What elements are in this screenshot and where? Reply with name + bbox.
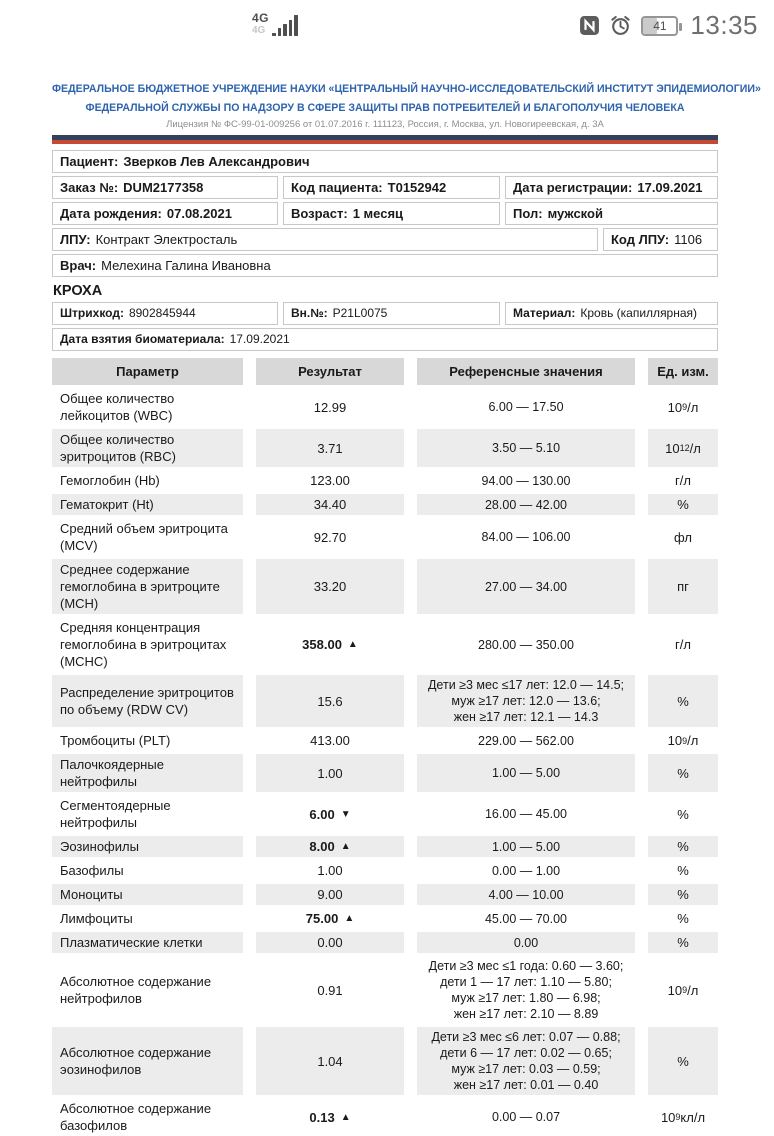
result-cell <box>256 617 404 672</box>
birth-date-value: 07.08.2021 <box>166 206 232 222</box>
result-value: 92.70 <box>313 529 347 545</box>
param-cell: Сегментоядерные нейтрофилы <box>52 795 243 833</box>
nfc-icon <box>579 15 600 36</box>
status-bar-right <box>579 10 758 41</box>
result-value: 1.04 <box>317 1053 343 1069</box>
lpu-value: Контракт Электросталь <box>95 232 238 248</box>
network-labels <box>252 12 269 36</box>
param-cell: Лимфоциты <box>52 908 243 929</box>
reference-cell <box>417 795 635 833</box>
internal-number-field <box>283 302 500 325</box>
order-number-label: Заказ №: <box>60 180 119 196</box>
reference-cell <box>417 617 635 672</box>
reference-cell <box>417 1027 635 1095</box>
lpu-row <box>52 228 718 251</box>
unit-cell: г/л <box>648 470 718 491</box>
param-cell: Общее количество эритроцитов (RBC) <box>52 429 243 467</box>
result-value: 33.20 <box>313 579 347 595</box>
result-value: 3.71 <box>317 440 343 456</box>
result-value: 413.00 <box>310 733 350 749</box>
reference-cell <box>417 1098 635 1136</box>
result-cell <box>256 884 404 905</box>
reference-cell <box>417 518 635 556</box>
patient-code-field <box>283 176 500 199</box>
internal-number-label: Вн.№: <box>291 306 328 321</box>
reference-line: 28.00 — 42.00 <box>484 497 567 512</box>
sampling-date-label: Дата взятия биоматериала: <box>60 332 225 347</box>
birth-date-field <box>52 202 278 225</box>
result-value: 75.00 <box>305 911 339 927</box>
unit-cell: 10 9 кл/л <box>648 1098 718 1136</box>
reference-line: 16.00 — 45.00 <box>484 807 567 822</box>
reference-cell <box>417 860 635 881</box>
reference-line: 280.00 — 350.00 <box>478 637 574 652</box>
result-cell <box>256 730 404 751</box>
high-flag-icon: ▲ <box>347 639 358 651</box>
reference-line: муж ≥17 лет: 0.03 — 0.59; <box>451 1062 601 1077</box>
unit-cell: 10 9 /л <box>648 730 718 751</box>
lpu-field <box>52 228 598 251</box>
param-cell: Абсолютное содержание эозинофилов <box>52 1027 243 1095</box>
reference-cell <box>417 908 635 929</box>
param-cell: Моноциты <box>52 884 243 905</box>
reference-cell <box>417 884 635 905</box>
birth-row <box>52 202 718 225</box>
sex-label: Пол: <box>513 206 543 222</box>
registration-date-label: Дата регистрации: <box>513 180 633 196</box>
patient-row <box>52 150 718 173</box>
result-cell <box>256 1027 404 1095</box>
reference-line: 229.00 — 562.00 <box>478 733 574 748</box>
reference-line: 1.00 — 5.00 <box>491 766 561 781</box>
age-value: 1 месяц <box>352 206 404 222</box>
reference-cell <box>417 388 635 426</box>
reference-line: жен ≥17 лет: 0.01 — 0.40 <box>453 1078 599 1093</box>
doctor-label: Врач: <box>60 258 97 274</box>
result-value: 15.6 <box>317 693 343 709</box>
result-cell <box>256 518 404 556</box>
unit-cell: % <box>648 494 718 515</box>
result-cell <box>256 932 404 953</box>
param-cell: Плазматические клетки <box>52 932 243 953</box>
reference-cell <box>417 559 635 614</box>
organization-name-line1: ФЕДЕРАЛЬНОЕ БЮДЖЕТНОЕ УЧРЕЖДЕНИЕ НАУКИ «ЦЕНТРАЛЬНЫЙ НАУЧНО-ИССЛЕДОВАТЕЛЬСКИЙ ИНСТИТУТ ЭПИДЕМИОЛОГИИ» <box>52 83 761 95</box>
age-field <box>283 202 500 225</box>
patient-label: Пациент: <box>60 154 119 170</box>
lab-report-document <box>52 80 761 1136</box>
param-cell: Абсолютное содержание нейтрофилов <box>52 956 243 1024</box>
reference-line: Дети ≥3 мес ≤17 лет: 12.0 — 14.5; <box>427 678 625 693</box>
param-cell: Общее количество лейкоцитов (WBC) <box>52 388 243 426</box>
reference-cell <box>417 730 635 751</box>
param-cell: Распределение эритроцитов по объему (RDW CV) <box>52 675 243 727</box>
internal-number-value: P21L0075 <box>332 306 388 321</box>
doctor-row <box>52 254 718 277</box>
patient-info-section <box>52 150 718 351</box>
param-cell: Гематокрит (Ht) <box>52 494 243 515</box>
high-flag-icon: ▲ <box>344 913 355 925</box>
unit-cell: % <box>648 884 718 905</box>
patient-name: Зверков Лев Александрович <box>123 154 310 170</box>
result-value: 6.00 <box>309 806 335 822</box>
reference-cell <box>417 429 635 467</box>
reference-line: 0.00 — 1.00 <box>491 863 561 878</box>
reference-cell <box>417 836 635 857</box>
license-line: Лицензия № ФС-99-01-009256 от 01.07.2016 г. 111123, Россия, г. Москва, ул. Новогиреевская, д. 3А <box>166 119 604 131</box>
material-value: Кровь (капиллярная) <box>580 306 698 321</box>
registration-date-value: 17.09.2021 <box>637 180 703 196</box>
unit-cell: 10 9 /л <box>648 956 718 1024</box>
reference-cell <box>417 675 635 727</box>
lpu-code-value: 1106 <box>674 232 703 248</box>
unit-cell: фл <box>648 518 718 556</box>
unit-cell: % <box>648 908 718 929</box>
battery-percent: 41 <box>653 18 667 33</box>
reference-line: 4.00 — 10.00 <box>488 887 564 902</box>
column-header: Параметр <box>52 358 243 385</box>
result-cell <box>256 388 404 426</box>
alarm-clock-icon <box>609 14 632 37</box>
reference-line: 1.00 — 5.00 <box>491 839 561 854</box>
barcode-value: 8902845944 <box>128 306 196 321</box>
unit-cell: % <box>648 860 718 881</box>
reference-cell <box>417 754 635 792</box>
result-value: 358.00 <box>302 637 342 653</box>
param-cell: Базофилы <box>52 860 243 881</box>
column-header: Ед. изм. <box>648 358 718 385</box>
network-type-primary: 4G <box>252 11 270 25</box>
result-value: 0.00 <box>317 935 343 951</box>
result-cell <box>256 754 404 792</box>
reference-line: муж ≥17 лет: 1.80 — 6.98; <box>451 991 601 1006</box>
reference-line: 84.00 — 106.00 <box>481 530 571 545</box>
param-cell: Эозинофилы <box>52 836 243 857</box>
result-value: 12.99 <box>313 399 347 415</box>
signal-cluster <box>252 12 298 36</box>
order-number-value: DUM2177358 <box>123 180 204 196</box>
reference-line: 3.50 — 5.10 <box>491 441 561 456</box>
low-flag-icon: ▼ <box>340 808 351 820</box>
age-label: Возраст: <box>291 206 348 222</box>
unit-cell: % <box>648 795 718 833</box>
result-cell <box>256 836 404 857</box>
panel-title: КРОХА <box>53 283 103 300</box>
lpu-code-field <box>603 228 718 251</box>
reference-line: 94.00 — 130.00 <box>481 473 571 488</box>
result-value: 9.00 <box>317 887 343 903</box>
barcode-label: Штрихкод: <box>60 306 124 321</box>
result-cell <box>256 956 404 1024</box>
network-type-secondary: 4G <box>252 25 266 36</box>
column-header: Референсные значения <box>417 358 635 385</box>
battery-icon <box>641 16 678 36</box>
sex-field <box>505 202 718 225</box>
param-cell: Среднее содержание гемоглобина в эритроците (MCH) <box>52 559 243 614</box>
reference-cell <box>417 470 635 491</box>
high-flag-icon: ▲ <box>340 1111 351 1123</box>
barcode-field <box>52 302 278 325</box>
sampling-date-row <box>52 328 718 351</box>
lpu-label: ЛПУ: <box>60 232 91 248</box>
lpu-code-label: Код ЛПУ: <box>611 232 670 248</box>
reference-line: дети 6 — 17 лет: 0.02 — 0.65; <box>440 1046 612 1061</box>
reference-cell <box>417 956 635 1024</box>
unit-cell: пг <box>648 559 718 614</box>
reference-line: жен ≥17 лет: 2.10 — 8.89 <box>453 1007 599 1022</box>
reference-line: 0.00 — 0.07 <box>491 1110 561 1125</box>
param-cell: Средний объем эритроцита (MCV) <box>52 518 243 556</box>
barcode-row <box>52 302 718 325</box>
reference-line: жен ≥17 лет: 12.1 — 14.3 <box>453 710 599 725</box>
sampling-date-field <box>52 328 718 351</box>
result-cell <box>256 470 404 491</box>
patient-code-value: T0152942 <box>387 180 447 196</box>
ribbon-red-stripe <box>52 140 718 144</box>
result-value: 123.00 <box>310 473 350 489</box>
reference-line: 27.00 — 34.00 <box>484 579 567 594</box>
registration-date-field <box>505 176 718 199</box>
param-cell: Абсолютное содержание базофилов <box>52 1098 243 1136</box>
unit-cell: г/л <box>648 617 718 672</box>
patient-code-label: Код пациента: <box>291 180 383 196</box>
reference-cell <box>417 494 635 515</box>
reference-line: 6.00 — 17.50 <box>488 400 564 415</box>
unit-cell: % <box>648 675 718 727</box>
result-value: 34.40 <box>313 497 347 513</box>
result-cell <box>256 559 404 614</box>
result-value: 1.00 <box>317 765 343 781</box>
sampling-date-value: 17.09.2021 <box>229 332 290 347</box>
result-cell <box>256 860 404 881</box>
result-value: 8.00 <box>309 839 335 855</box>
result-cell <box>256 675 404 727</box>
result-cell <box>256 429 404 467</box>
birth-date-label: Дата рождения: <box>60 206 162 222</box>
result-value: 0.91 <box>317 982 343 998</box>
reference-line: Дети ≥3 мес ≤6 лет: 0.07 — 0.88; <box>431 1030 621 1045</box>
organization-name-line2: ФЕДЕРАЛЬНОЙ СЛУЖБЫ ПО НАДЗОРУ В СФЕРЕ ЗАЩИТЫ ПРАВ ПОТРЕБИТЕЛЕЙ И БЛАГОПОЛУЧИЯ ЧЕЛОВЕКА <box>85 101 685 114</box>
reference-line: 0.00 <box>513 935 539 950</box>
result-value: 1.00 <box>317 863 343 879</box>
organization-header <box>52 80 761 117</box>
status-bar <box>0 0 774 52</box>
param-cell: Палочкоядерные нейтрофилы <box>52 754 243 792</box>
doctor-name: Мелехина Галина Ивановна <box>101 258 271 274</box>
unit-cell: % <box>648 754 718 792</box>
status-bar-clock: 13:35 <box>690 10 758 40</box>
reference-line: 45.00 — 70.00 <box>484 911 567 926</box>
tricolor-ribbon <box>52 135 718 144</box>
battery-nub <box>679 23 682 31</box>
patient-field <box>52 150 718 173</box>
order-number-field <box>52 176 278 199</box>
high-flag-icon: ▲ <box>340 841 351 853</box>
result-cell <box>256 1098 404 1136</box>
result-value: 0.13 <box>309 1109 335 1125</box>
param-cell: Средняя концентрация гемоглобина в эритроцитах (MCHC) <box>52 617 243 672</box>
material-label: Материал: <box>513 306 576 321</box>
reference-line: Дети ≥3 мес ≤1 года: 0.60 — 3.60; <box>428 959 624 974</box>
unit-cell: 10 12 /л <box>648 429 718 467</box>
reference-line: дети 1 — 17 лет: 1.10 — 5.80; <box>440 975 612 990</box>
param-cell: Тромбоциты (PLT) <box>52 730 243 751</box>
result-cell <box>256 908 404 929</box>
material-field <box>505 302 718 325</box>
result-cell <box>256 795 404 833</box>
column-header: Результат <box>256 358 404 385</box>
param-cell: Гемоглобин (Hb) <box>52 470 243 491</box>
results-table <box>52 358 718 1136</box>
reference-cell <box>417 932 635 953</box>
reference-line: муж ≥17 лет: 12.0 — 13.6; <box>451 694 601 709</box>
result-cell <box>256 494 404 515</box>
order-row <box>52 176 718 199</box>
sex-value: мужской <box>547 206 603 222</box>
unit-cell: % <box>648 932 718 953</box>
unit-cell: % <box>648 836 718 857</box>
unit-cell: % <box>648 1027 718 1095</box>
unit-cell: 10 9 /л <box>648 388 718 426</box>
doctor-field <box>52 254 718 277</box>
signal-bars-icon <box>272 12 298 36</box>
